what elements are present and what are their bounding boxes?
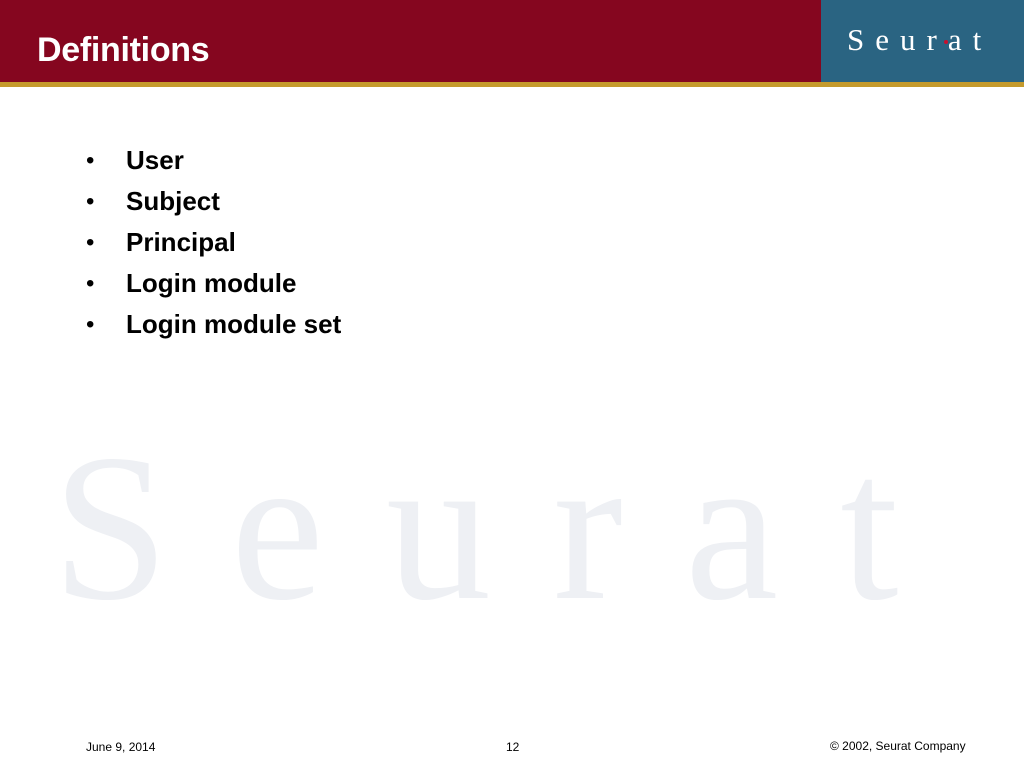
bullet-item-login-module-set xyxy=(86,304,341,345)
watermark-letter: r xyxy=(553,412,623,644)
logo-accent-dot xyxy=(944,40,948,44)
bullet-text: User xyxy=(126,145,184,175)
bullet-list xyxy=(86,140,341,345)
bullet-icon: • xyxy=(86,188,95,215)
watermark-letter: e xyxy=(230,412,325,644)
logo-letter: e xyxy=(875,22,890,57)
watermark-letter: t xyxy=(840,412,899,644)
bullet-item-subject xyxy=(86,181,341,222)
bullet-icon: • xyxy=(86,311,95,338)
bullet-item-user xyxy=(86,140,341,181)
watermark-letter: u xyxy=(386,412,492,644)
logo-letter: t xyxy=(972,22,982,57)
footer-date: June 9, 2014 xyxy=(86,740,156,754)
watermark-letter: a xyxy=(684,412,779,644)
logo-letter: S xyxy=(847,22,865,57)
bullet-item-principal xyxy=(86,222,341,263)
seurat-watermark xyxy=(52,412,899,644)
bullet-text: Login module xyxy=(126,268,297,298)
bullet-text: Principal xyxy=(126,227,236,257)
bullet-text: Login module set xyxy=(126,309,342,339)
bullet-icon: • xyxy=(86,147,95,174)
bullet-text: Subject xyxy=(126,186,220,216)
footer-page-number: 12 xyxy=(506,740,520,754)
logo-letter: a xyxy=(947,22,962,57)
bullet-icon: • xyxy=(86,270,95,297)
slide-title: Definitions xyxy=(37,31,210,69)
gold-divider xyxy=(0,82,1024,87)
footer-copyright: © 2002, Seurat Company xyxy=(830,739,966,753)
logo-wordmark xyxy=(847,22,981,58)
bullet-item-login-module xyxy=(86,263,341,304)
bullet-icon: • xyxy=(86,229,95,256)
watermark-letter: S xyxy=(52,412,169,644)
logo-letter: u xyxy=(900,22,916,57)
seurat-logo xyxy=(821,0,1024,82)
logo-letter: r xyxy=(926,22,937,57)
